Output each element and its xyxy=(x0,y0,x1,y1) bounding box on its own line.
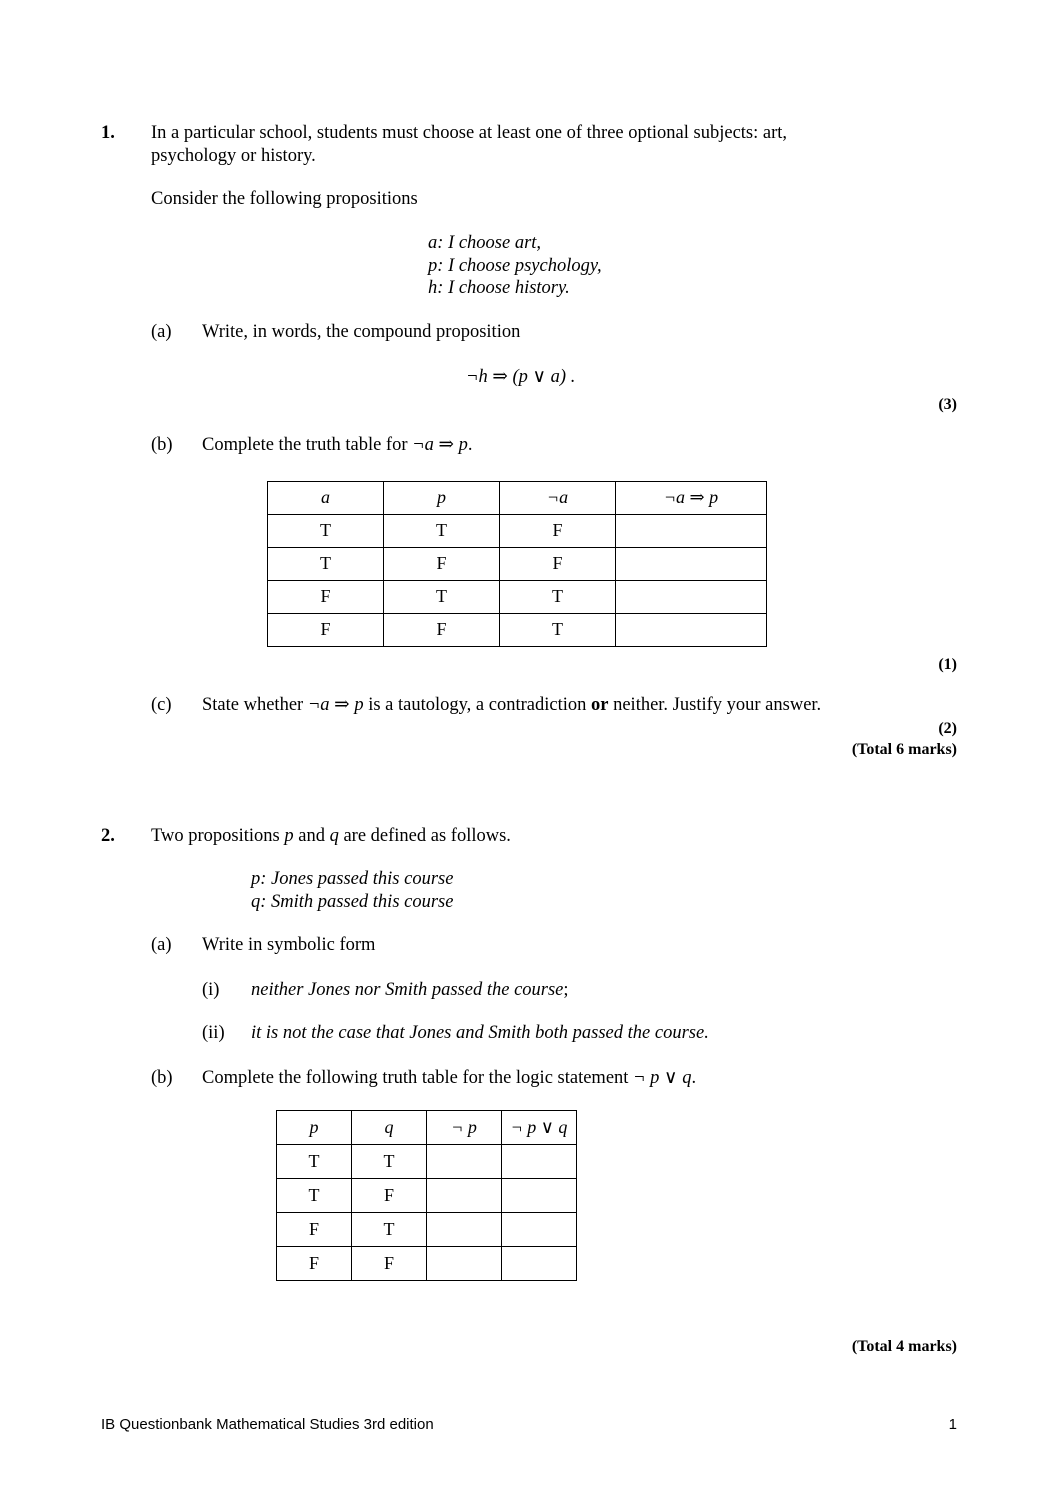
table-header-cell: ¬a ⇒ p xyxy=(616,482,767,515)
q2-part-a-text: Write in symbolic form xyxy=(202,935,376,955)
q2-part-b-formula: ¬ p ∨ q xyxy=(633,1068,692,1088)
answer-cell[interactable] xyxy=(502,1247,577,1281)
q2-part-a-i-text xyxy=(251,979,569,1001)
table-row xyxy=(277,1213,577,1247)
q2-total-marks: (Total 4 marks) xyxy=(851,1338,957,1355)
q2-part-b-label: (b) xyxy=(151,1068,173,1088)
answer-cell[interactable] xyxy=(616,581,767,614)
q2-intro-p: p xyxy=(284,826,294,846)
table-cell: F xyxy=(384,614,500,647)
q1-intro-line1: In a particular school, students must choose at least one of three optional subjects: art, xyxy=(151,123,788,143)
answer-cell[interactable] xyxy=(502,1179,577,1213)
q2-part-a-i-label: (i) xyxy=(202,980,220,1000)
table-row xyxy=(268,515,767,548)
answer-cell[interactable] xyxy=(616,548,767,581)
table-cell: T xyxy=(384,515,500,548)
q2-part-b-text-suffix: . xyxy=(691,1068,697,1088)
q2-proposition-q: q: Smith passed this course xyxy=(251,892,454,912)
question-1-number: 1. xyxy=(101,123,115,143)
q1-part-a-text: Write, in words, the compound proposition xyxy=(202,322,521,342)
q1-part-b-formula: ¬a ⇒ p xyxy=(412,435,468,455)
table-cell: F xyxy=(268,581,384,614)
q1-proposition-a: a: I choose art, xyxy=(428,233,542,253)
footer-page-number: 1 xyxy=(948,1416,957,1433)
table-cell: F xyxy=(500,548,616,581)
answer-cell[interactable] xyxy=(427,1213,502,1247)
table-header-cell: ¬ p ∨ q xyxy=(502,1111,577,1145)
q1-part-c-label: (c) xyxy=(151,695,172,715)
table-cell: T xyxy=(500,614,616,647)
q2-part-a-ii-label: (ii) xyxy=(202,1023,225,1043)
q2-part-a-i-suffix: ; xyxy=(563,980,569,1000)
q1-part-b-marks: (1) xyxy=(938,656,957,673)
q2-part-a-i-italic: neither Jones nor Smith passed the course xyxy=(251,980,564,1000)
footer-source: IB Questionbank Mathematical Studies 3rd edition xyxy=(101,1416,434,1433)
table-row xyxy=(277,1145,577,1179)
answer-cell[interactable] xyxy=(427,1145,502,1179)
answer-cell[interactable] xyxy=(502,1145,577,1179)
table-row xyxy=(268,581,767,614)
q1-part-c-text-suffix: neither. Justify your answer. xyxy=(608,695,822,715)
answer-cell[interactable] xyxy=(427,1247,502,1281)
q1-intro-line2: psychology or history. xyxy=(151,146,316,166)
q2-truth-table xyxy=(276,1110,577,1281)
q1-proposition-p: p: I choose psychology, xyxy=(428,256,602,276)
table-cell: T xyxy=(277,1179,352,1213)
table-cell: F xyxy=(277,1247,352,1281)
q2-part-a-label: (a) xyxy=(151,935,172,955)
table-cell: F xyxy=(268,614,384,647)
answer-cell[interactable] xyxy=(616,614,767,647)
q2-intro-prefix: Two propositions xyxy=(151,826,285,846)
table-header-row xyxy=(277,1111,577,1145)
table-cell: T xyxy=(352,1145,427,1179)
table-cell: F xyxy=(352,1247,427,1281)
table-cell: T xyxy=(268,515,384,548)
q1-part-c-text xyxy=(202,694,821,716)
table-cell: T xyxy=(352,1213,427,1247)
q1-part-a-formula: ¬h ⇒ (p ∨ a) . xyxy=(466,367,576,387)
answer-cell[interactable] xyxy=(502,1213,577,1247)
q2-intro-and: and xyxy=(293,826,330,846)
table-row xyxy=(277,1179,577,1213)
q1-part-c-text-mid: is a tautology, a contradiction xyxy=(363,695,591,715)
table-cell: T xyxy=(500,581,616,614)
answer-cell[interactable] xyxy=(616,515,767,548)
q1-total-marks: (Total 6 marks) xyxy=(851,741,957,758)
q1-part-c-text-prefix: State whether xyxy=(202,695,308,715)
table-row xyxy=(268,548,767,581)
q2-part-b-text-prefix: Complete the following truth table for the logic statement xyxy=(202,1068,634,1088)
q1-part-b-text-suffix: . xyxy=(467,435,473,455)
table-header-cell: p xyxy=(384,482,500,515)
q1-part-a-marks: (3) xyxy=(938,396,957,413)
table-cell: F xyxy=(500,515,616,548)
q1-part-b-text-prefix: Complete the truth table for xyxy=(202,435,413,455)
q2-part-b-text xyxy=(202,1067,696,1089)
table-row xyxy=(277,1247,577,1281)
table-header-cell: a xyxy=(268,482,384,515)
table-header-cell: ¬a xyxy=(500,482,616,515)
q1-part-b-text xyxy=(202,434,473,456)
table-cell: F xyxy=(352,1179,427,1213)
q1-part-a-label: (a) xyxy=(151,322,172,342)
q2-intro-suffix: are defined as follows. xyxy=(338,826,511,846)
q1-part-c-text-bold: or xyxy=(591,695,609,715)
table-header-row xyxy=(268,482,767,515)
answer-cell[interactable] xyxy=(427,1179,502,1213)
q2-proposition-p: p: Jones passed this course xyxy=(251,869,454,889)
table-cell: T xyxy=(268,548,384,581)
question-2-number: 2. xyxy=(101,826,115,846)
table-cell: T xyxy=(384,581,500,614)
q1-part-c-marks: (2) xyxy=(938,720,957,737)
table-row xyxy=(268,614,767,647)
q1-proposition-h: h: I choose history. xyxy=(428,278,570,298)
q1-part-b-label: (b) xyxy=(151,435,173,455)
table-cell: F xyxy=(384,548,500,581)
q1-part-c-formula: ¬a ⇒ p xyxy=(307,695,364,715)
q1-consider: Consider the following propositions xyxy=(151,189,418,209)
q2-part-a-ii-text: it is not the case that Jones and Smith both passed the course. xyxy=(251,1023,709,1043)
q2-intro-q: q xyxy=(329,826,339,846)
q1-truth-table xyxy=(267,481,767,647)
q2-intro xyxy=(151,825,511,847)
table-header-cell: p xyxy=(277,1111,352,1145)
table-header-cell: q xyxy=(352,1111,427,1145)
table-header-cell: ¬ p xyxy=(427,1111,502,1145)
table-cell: F xyxy=(277,1213,352,1247)
table-cell: T xyxy=(277,1145,352,1179)
